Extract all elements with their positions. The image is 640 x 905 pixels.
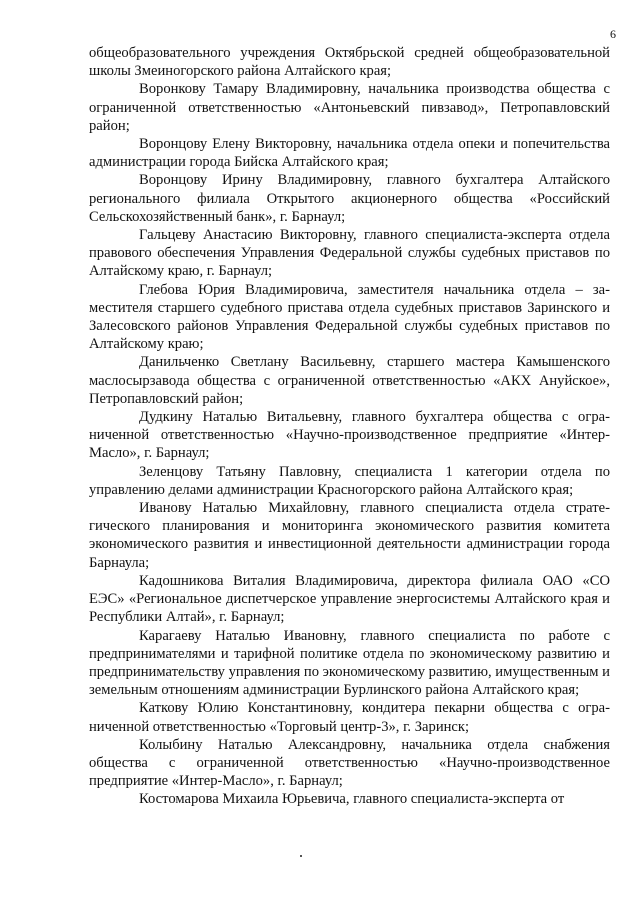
paragraph: Колыбину Наталью Александровну, начальника отдела снабжения общества с ограниченной ответственностью «Научно-производственное предприятие «Интер-Масло», г. Барнаул; bbox=[89, 736, 610, 790]
paragraph: Воронкову Тамару Владимировну, начальника производства общества с ограниченной ответственностью «Антоньевский пивзавод», Петропавловский район; bbox=[89, 81, 610, 134]
scan-speck bbox=[300, 855, 302, 857]
paragraph: Зеленцову Татьяну Павловну, специалиста 1 категории отдела по управлению делами администрации Красногорского района Алтайского края; bbox=[89, 463, 610, 498]
paragraph: Данильченко Светлану Васильевну, старшего мастера Камышенского маслосырзавода общества с ограниченной ответственностью «АКХ Ануйское», Петропавловский район; bbox=[89, 354, 610, 407]
paragraph: Дудкину Наталью Витальевну, главного бухгалтера общества с ограниченной ответственностью «Научно-производственное предприятие «Интер-Масло», г. Барнаул; bbox=[89, 409, 610, 462]
paragraph: Каткову Юлию Константиновну, кондитера пекарни общества с ограниченной ответственностью «Торговый центр-3», г. Заринск; bbox=[89, 700, 610, 735]
body-text bbox=[89, 44, 610, 809]
paragraph: Карагаеву Наталью Ивановну, главного специалиста по работе с предпринимателями и тарифной политике отдела по экономическому развитию и предпринимательству управления по экономическому развитию, имущественным и земельным отношениям администрации Бурлинского района Алтайского края; bbox=[89, 627, 610, 699]
paragraph: Гальцеву Анастасию Викторовну, главного специалиста-эксперта отдела правового обеспечения Управления Федеральной службы судебных приставов по Алтайскому краю, г. Барнаул; bbox=[89, 227, 610, 280]
paragraph: общеобразовательного учреждения Октябрьской средней общеобразовательной школы Змеиногорского района Алтайского края; bbox=[89, 45, 610, 80]
paragraph: Воронцову Елену Викторовну, начальника отдела опеки и попечительства администрации города Бийска Алтайского края; bbox=[89, 136, 610, 171]
paragraph: Иванову Наталью Михайловну, главного специалиста отдела стратегического планирования и мониторинга экономического развития комитета экономического развития и инвестиционной деятельности администрации города Барнаула; bbox=[89, 500, 610, 571]
paragraph: Воронцову Ирину Владимировну, главного бухгалтера Алтайского регионального филиала Открытого акционерного общества «Российский Сельскохозяйственный банк», г. Барнаул; bbox=[89, 172, 610, 225]
paragraph: Кадошникова Виталия Владимировича, директора филиала ОАО «СО ЕЭС» «Региональное диспетчерское управление энергосистемы Алтайского края и Республики Алтай», г. Барнаул; bbox=[89, 572, 610, 626]
paragraph: Глебова Юрия Владимировича, заместителя начальника отдела – заместителя старшего судебного пристава отдела судебных приставов Заринского и Залесовского районов Управления Федеральной службы судебных приставов по Алтайскому краю; bbox=[89, 281, 610, 353]
paragraph: Костомарова Михаила Юрьевича, главного специалиста-эксперта от bbox=[139, 791, 565, 808]
page-number: 6 bbox=[610, 27, 616, 41]
